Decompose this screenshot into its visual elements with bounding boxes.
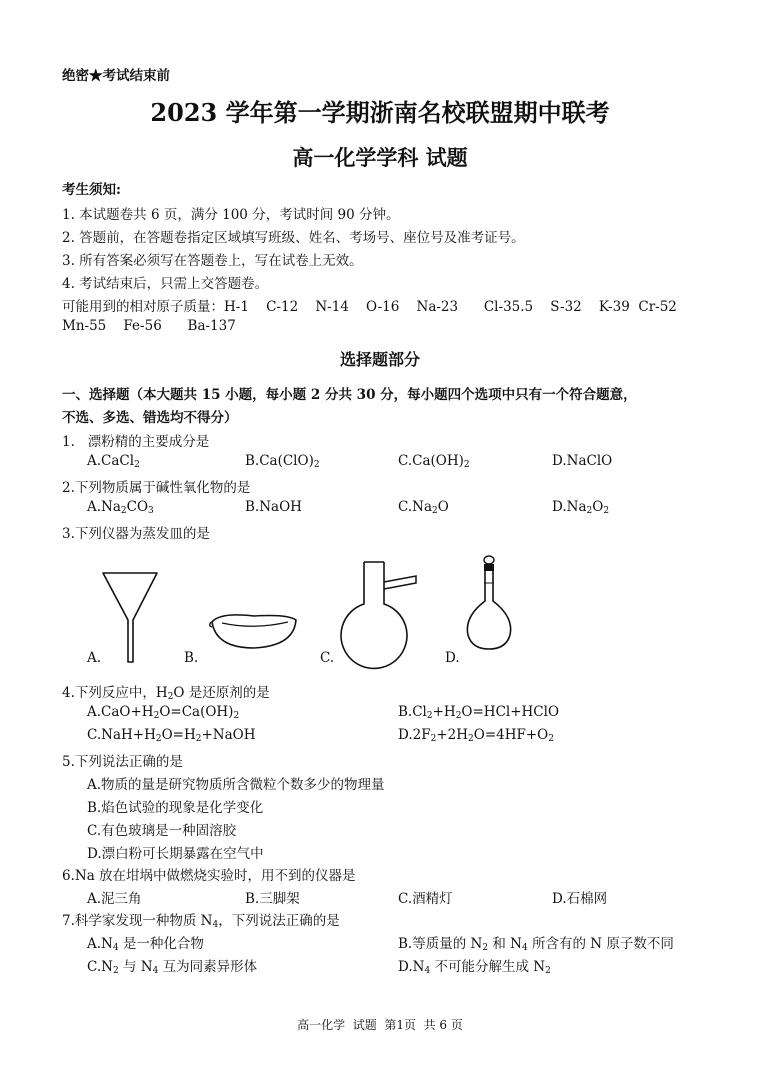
q3-option-d: D. xyxy=(445,650,460,666)
section-heading: 一、选择题（本大题共 15 小题，每小题 2 分共 30 分，每小题四个选项中只有一个符合题意， xyxy=(62,387,637,403)
q3-option-c: C. xyxy=(320,650,335,666)
q4-option-b: $B.Cl_2+H_2O=HCl+HClO$ xyxy=(398,704,560,721)
q3-option-b: B. xyxy=(184,650,199,666)
instruction-item: 4. 考试结束后，只需上交答题卷。 xyxy=(62,276,269,292)
q2-option-a: $A.Na_2CO_3$ xyxy=(87,499,154,516)
evaporating-dish-image xyxy=(208,610,300,652)
q5-option-a: A.物质的量是研究物质所含微粒个数多少的物理量 xyxy=(87,777,385,793)
distilling-flask-image xyxy=(340,558,420,673)
section-heading: 不选、多选、错选均不得分） xyxy=(62,410,238,426)
volumetric-flask-image xyxy=(462,555,522,655)
question-stem: 7.科学家发现一种物质 $N_4$，下列说法正确的是 xyxy=(62,913,340,930)
q4-option-c: $C.NaH+H_2O=H_2+NaOH$ xyxy=(87,727,256,744)
instruction-item: 2. 答题前，在答题卷指定区域填写班级、姓名、考场号、座位号及准考证号。 xyxy=(62,230,525,246)
q6-option-b: B.三脚架 xyxy=(245,891,300,907)
q6-option-c: C.酒精灯 xyxy=(398,891,453,907)
q1-option-c: $C.Ca(OH)_2$ xyxy=(398,453,470,470)
atomic-mass-line: 可能用到的相对原子质量：H-1 C-12 N-14 O-16 Na-23 Cl-35.5 S-32 K-39 Cr-52 xyxy=(62,299,677,315)
question-stem: 2.下列物质属于碱性氧化物的是 xyxy=(62,480,251,496)
exam-title: 2023 学年第一学期浙南名校联盟期中联考 xyxy=(150,98,610,127)
q2-option-d: $D.Na_2O_2$ xyxy=(552,499,610,516)
q1-option-a: A.CaCl$_2$ xyxy=(87,453,140,470)
question-stem: 3.下列仪器为蒸发皿的是 xyxy=(62,526,210,542)
q5-option-b: B.焰色试验的现象是化学变化 xyxy=(87,800,264,816)
page-footer: 高一化学 试题 第1页 共 6 页 xyxy=(297,1018,463,1032)
question-stem: 6.Na 放在坩埚中做燃烧实验时，用不到的仪器是 xyxy=(62,868,356,884)
question-stem: 1. 漂粉精的主要成分是 xyxy=(62,434,210,450)
q2-option-b: B.NaOH xyxy=(245,499,302,515)
q5-option-c: C.有色玻璃是一种固溶胶 xyxy=(87,823,237,839)
instruction-item: 1. 本试题卷共 6 页，满分 100 分，考试时间 90 分钟。 xyxy=(62,207,400,223)
q4-option-d: $D.2F_2+2H_2O=4HF+O_2$ xyxy=(398,727,554,744)
q6-option-d: D.石棉网 xyxy=(552,891,608,907)
q7-option-b: B.等质量的 $N_2$ 和 $N_4$ 所含有的 N 原子数不同 xyxy=(398,936,674,953)
q7-option-c: $C.N_2$ 与 $N_4$ 互为同素异形体 xyxy=(87,959,258,976)
q7-option-d: $D.N_4$ 不可能分解生成 $N_2$ xyxy=(398,959,551,976)
exam-subtitle: 高一化学学科 试题 xyxy=(292,145,468,170)
q1-option-d: D.NaClO xyxy=(552,453,613,469)
atomic-mass-line: Mn-55 Fe-56 Ba-137 xyxy=(62,318,236,334)
section-title: 选择题部分 xyxy=(339,350,420,369)
q5-option-d: D.漂白粉可长期暴露在空气中 xyxy=(87,846,264,862)
q3-option-a: A. xyxy=(87,650,102,666)
q6-option-a: A.泥三角 xyxy=(87,891,142,907)
question-stem: 4.下列反应中，$H_2O$ 是还原剂的是 xyxy=(62,685,270,702)
q2-option-c: $C.Na_2O$ xyxy=(398,499,449,516)
instruction-item: 3. 所有答案必须写在答题卷上，写在试卷上无效。 xyxy=(62,253,363,269)
q1-option-b: $B.Ca(ClO)_2$ xyxy=(245,453,320,470)
question-stem: 5.下列说法正确的是 xyxy=(62,754,183,770)
q4-option-a: $A.CaO+H_2O=Ca(OH)_2$ xyxy=(87,704,240,721)
funnel-image xyxy=(100,570,160,665)
q7-option-a: $A.N_4$ 是一种化合物 xyxy=(87,936,204,953)
instructions-title: 考生须知: xyxy=(62,182,121,198)
secret-label: 绝密★考试结束前 xyxy=(62,68,170,84)
